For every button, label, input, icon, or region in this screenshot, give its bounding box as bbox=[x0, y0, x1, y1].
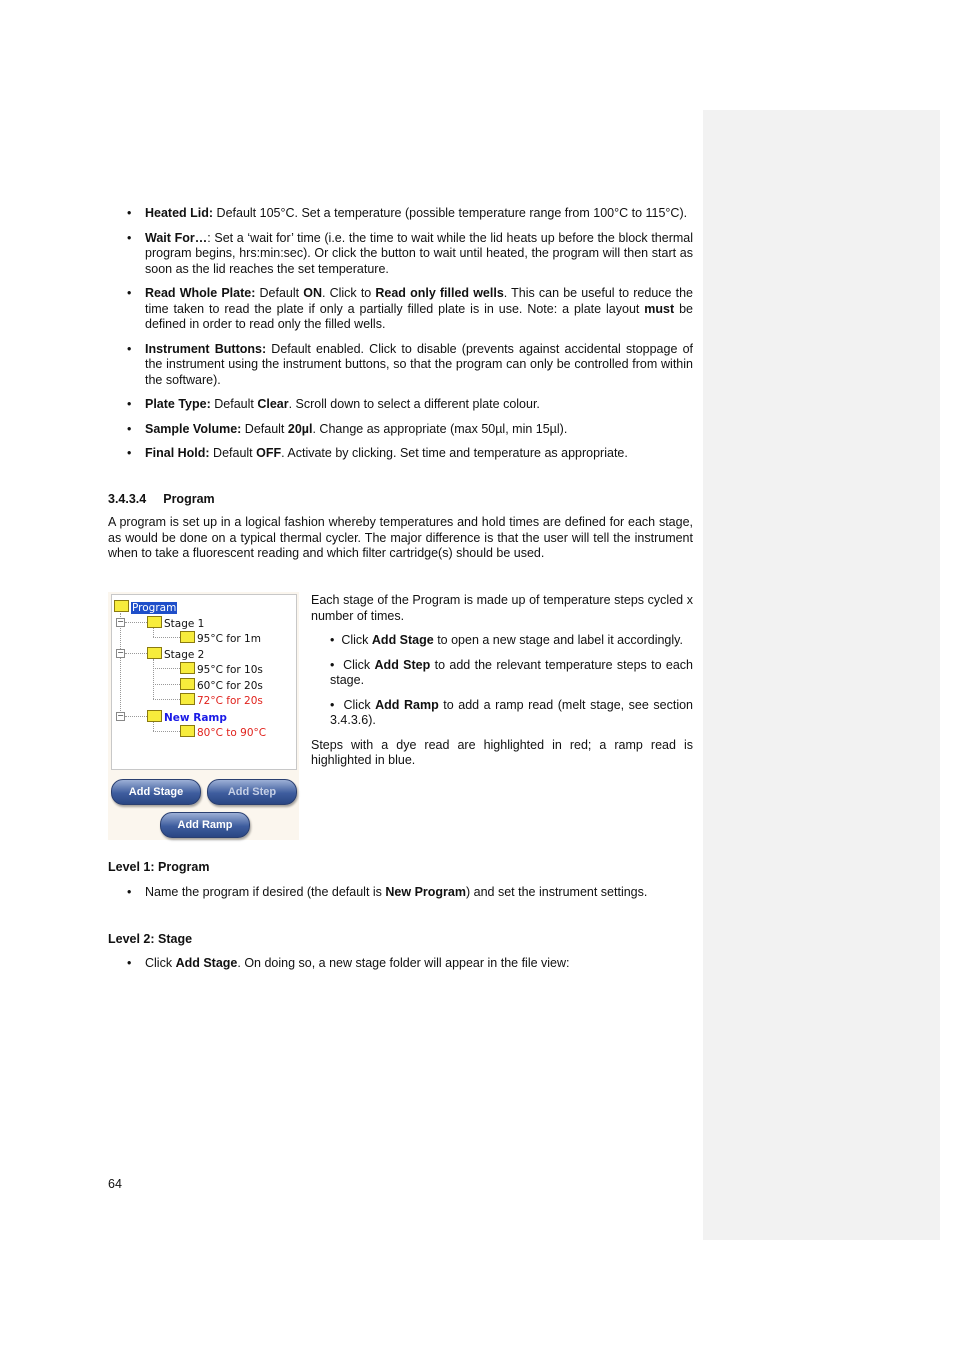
level-2-heading: Level 2: Stage bbox=[108, 932, 193, 946]
tree-node-ramp-step[interactable]: 80°C to 90°C bbox=[180, 725, 266, 739]
level-1-heading: Level 1: Program bbox=[108, 860, 210, 874]
tree-node-program[interactable]: Program bbox=[114, 600, 177, 614]
comment-margin bbox=[703, 110, 940, 1240]
folder-icon bbox=[147, 647, 162, 659]
tree-connector bbox=[153, 684, 180, 685]
folder-icon bbox=[114, 600, 129, 612]
bullet-heated-lid: • Heated Lid: Default 105°C. Set a temperature (possible temperature range from 100°C to 115°C). bbox=[127, 206, 688, 220]
tree-connector bbox=[153, 731, 180, 732]
bullet-wait-for: • Wait For…: Set a ‘wait for’ time (i.e. the time to wait while the lid heats up before the block thermal program begins, hrs:min:sec). Or click the button to wait until heated, the program will then start as soon as the lid reaches the set temperature. bbox=[127, 230, 694, 276]
collapse-icon[interactable]: − bbox=[117, 617, 124, 626]
tree-node-step[interactable]: 95°C for 1m bbox=[180, 631, 261, 645]
add-stage-button[interactable]: Add Stage bbox=[111, 779, 201, 805]
folder-icon bbox=[147, 616, 162, 628]
tree-node-step[interactable]: 95°C for 10s bbox=[180, 662, 263, 676]
bullet-final-hold: • Final Hold: Default OFF. Activate by clicking. Set time and temperature as appropriate. bbox=[127, 446, 628, 460]
folder-icon bbox=[180, 631, 195, 643]
folder-icon bbox=[147, 710, 162, 722]
tree-connector bbox=[125, 716, 147, 717]
bullet-add-stage: • Click Add Stage to open a new stage and label it accordingly. bbox=[330, 633, 683, 647]
page-number: 64 bbox=[108, 1177, 122, 1191]
tree-connector bbox=[153, 722, 154, 731]
folder-icon bbox=[180, 678, 195, 690]
tree-connector bbox=[120, 613, 121, 717]
stage-description: Each stage of the Program is made up of temperature steps cycled x number of times. bbox=[311, 593, 693, 623]
folder-icon bbox=[180, 693, 195, 705]
tree-node-step-dye-read[interactable]: 72°C for 20s bbox=[180, 693, 263, 707]
bullet-plate-type: • Plate Type: Default Clear. Scroll down to select a different plate colour. bbox=[127, 397, 540, 411]
bullet-read-whole-plate: • Read Whole Plate: Default ON. Click to Read only filled wells. This can be useful to reduce the time taken to read the plate if only a partially filled plate is in use. Note: a plate layout must be defined in order to read only the filled wells. bbox=[127, 286, 693, 331]
add-ramp-button[interactable]: Add Ramp bbox=[160, 812, 250, 838]
tree-connector bbox=[153, 637, 180, 638]
bullet-instrument-buttons: • Instrument Buttons: Default enabled. Click to disable (prevents against accidental stoppage of the instrument using the instrument buttons, so that the program can only be controlled from within the software). bbox=[127, 341, 693, 387]
program-tree-view[interactable] bbox=[111, 594, 297, 770]
collapse-icon[interactable]: − bbox=[117, 648, 124, 657]
tree-connector bbox=[153, 659, 154, 699]
tree-connector bbox=[153, 699, 180, 700]
folder-icon bbox=[180, 662, 195, 674]
tree-connector bbox=[153, 628, 154, 637]
bullet-sample-volume: • Sample Volume: Default 20µl. Change as appropriate (max 50µl, min 15µl). bbox=[127, 421, 568, 436]
highlight-description: Steps with a dye read are highlighted in red; a ramp read is highlighted in blue. bbox=[311, 737, 693, 767]
tree-connector bbox=[125, 622, 147, 623]
tree-node-stage-2[interactable]: Stage 2 bbox=[147, 647, 204, 661]
tree-node-stage-1[interactable]: Stage 1 bbox=[147, 616, 204, 630]
tree-connector bbox=[153, 668, 180, 669]
bullet-name-program: • Name the program if desired (the default is New Program) and set the instrument settings. bbox=[127, 885, 648, 899]
collapse-icon[interactable]: − bbox=[117, 711, 124, 720]
bullet-add-step: • Click Add Step to add the relevant temperature steps to each stage. bbox=[330, 657, 694, 687]
tree-node-ramp[interactable]: New Ramp bbox=[147, 710, 227, 724]
settings-bullet-list bbox=[108, 206, 693, 471]
bullet-add-stage-instruction: • Click Add Stage. On doing so, a new stage folder will appear in the file view: bbox=[127, 956, 570, 970]
level-2-list bbox=[108, 956, 693, 981]
folder-icon bbox=[180, 725, 195, 737]
tree-connector bbox=[125, 653, 147, 654]
section-intro: A program is set up in a logical fashion whereby temperatures and hold times are defined for each stage, as would be done on a typical thermal cycler. The major difference is that the user will tell the instrument when to take a fluorescent reading and which filter cartridge(s) should be used. bbox=[108, 515, 693, 560]
bullet-add-ramp: • Click Add Ramp to add a ramp read (melt stage, see section 3.4.3.6). bbox=[330, 697, 693, 727]
section-heading: 3.4.3.4 Program bbox=[108, 492, 215, 506]
program-editor-panel bbox=[108, 592, 299, 840]
level-1-list bbox=[108, 885, 693, 910]
tree-node-step[interactable]: 60°C for 20s bbox=[180, 678, 263, 692]
add-step-button[interactable]: Add Step bbox=[207, 779, 297, 805]
program-explanation bbox=[311, 593, 693, 778]
